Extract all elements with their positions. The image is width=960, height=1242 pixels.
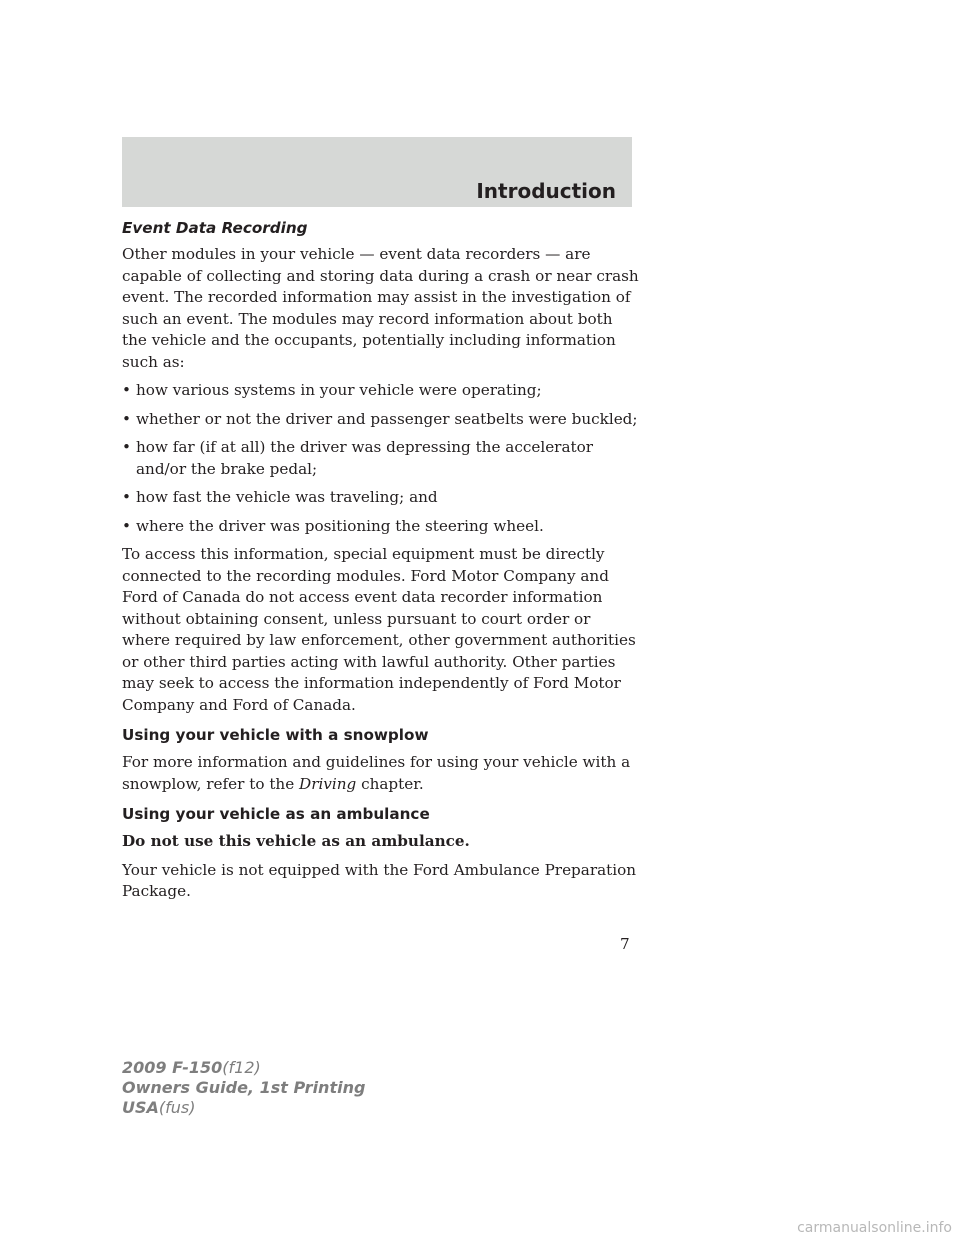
bullet-icon: • — [122, 438, 131, 456]
watermark: carmanualsonline.info — [797, 1220, 952, 1236]
event-data-access: To access this information, special equipment must be directly connected to the recording modules. Ford Motor Company and Ford of Canada do not access event data recorder information without obtaining consent, unless pursuant to court order or where required by law enforcement, other government authorities or other third parties acting with lawful authority. Other parties may seek to access the information independently of Ford Motor Company and Ford of Canada. — [122, 545, 636, 714]
section-title: Introduction — [476, 179, 616, 203]
bullet-icon: • — [122, 381, 131, 399]
event-data-heading: Event Data Recording — [122, 219, 308, 237]
bullet-icon: • — [122, 409, 131, 428]
snowplow-heading: Using your vehicle with a snowplow — [122, 726, 429, 744]
header-band — [122, 137, 632, 207]
list-item: • how far (if at all) the driver was depressing the accelerator and/or the brake pedal; — [122, 437, 642, 480]
event-data-intro: Other modules in your vehicle — event data recorders — are capable of collecting and storing data during a crash or near crash event. The recorded information may assist in the investigation of such an event. The modules may record information about both the vehicle and the occupants, potentially including information such as: — [122, 245, 639, 371]
page-content — [122, 218, 642, 903]
bullet-icon: • — [122, 516, 131, 535]
driving-chapter-reference: Driving — [299, 774, 357, 793]
footer — [122, 1058, 365, 1118]
footer-market-line: USA(fus) — [122, 1098, 196, 1117]
page-number: 7 — [620, 935, 630, 953]
footer-guide-line: Owners Guide, 1st Printing — [122, 1078, 366, 1097]
snowplow-text: For more information and guidelines for using your vehicle with a snowplow, refer to the Driving chapter. — [122, 753, 631, 793]
bullet-icon: • — [122, 488, 131, 506]
list-item: • how various systems in your vehicle were operating; — [122, 380, 642, 402]
footer-model-line: 2009 F-150(f12) — [122, 1058, 261, 1077]
ambulance-text: Your vehicle is not equipped with the Ford Ambulance Preparation Package. — [122, 860, 637, 900]
list-item: • where the driver was positioning the steering wheel. — [122, 516, 642, 538]
ambulance-heading: Using your vehicle as an ambulance — [122, 805, 430, 823]
list-item: • how fast the vehicle was traveling; and — [122, 487, 642, 509]
list-item: • whether or not the driver and passenger seatbelts were buckled; — [122, 409, 642, 431]
ambulance-warning: Do not use this vehicle as an ambulance. — [122, 832, 470, 850]
event-data-bullet-list — [122, 380, 642, 537]
